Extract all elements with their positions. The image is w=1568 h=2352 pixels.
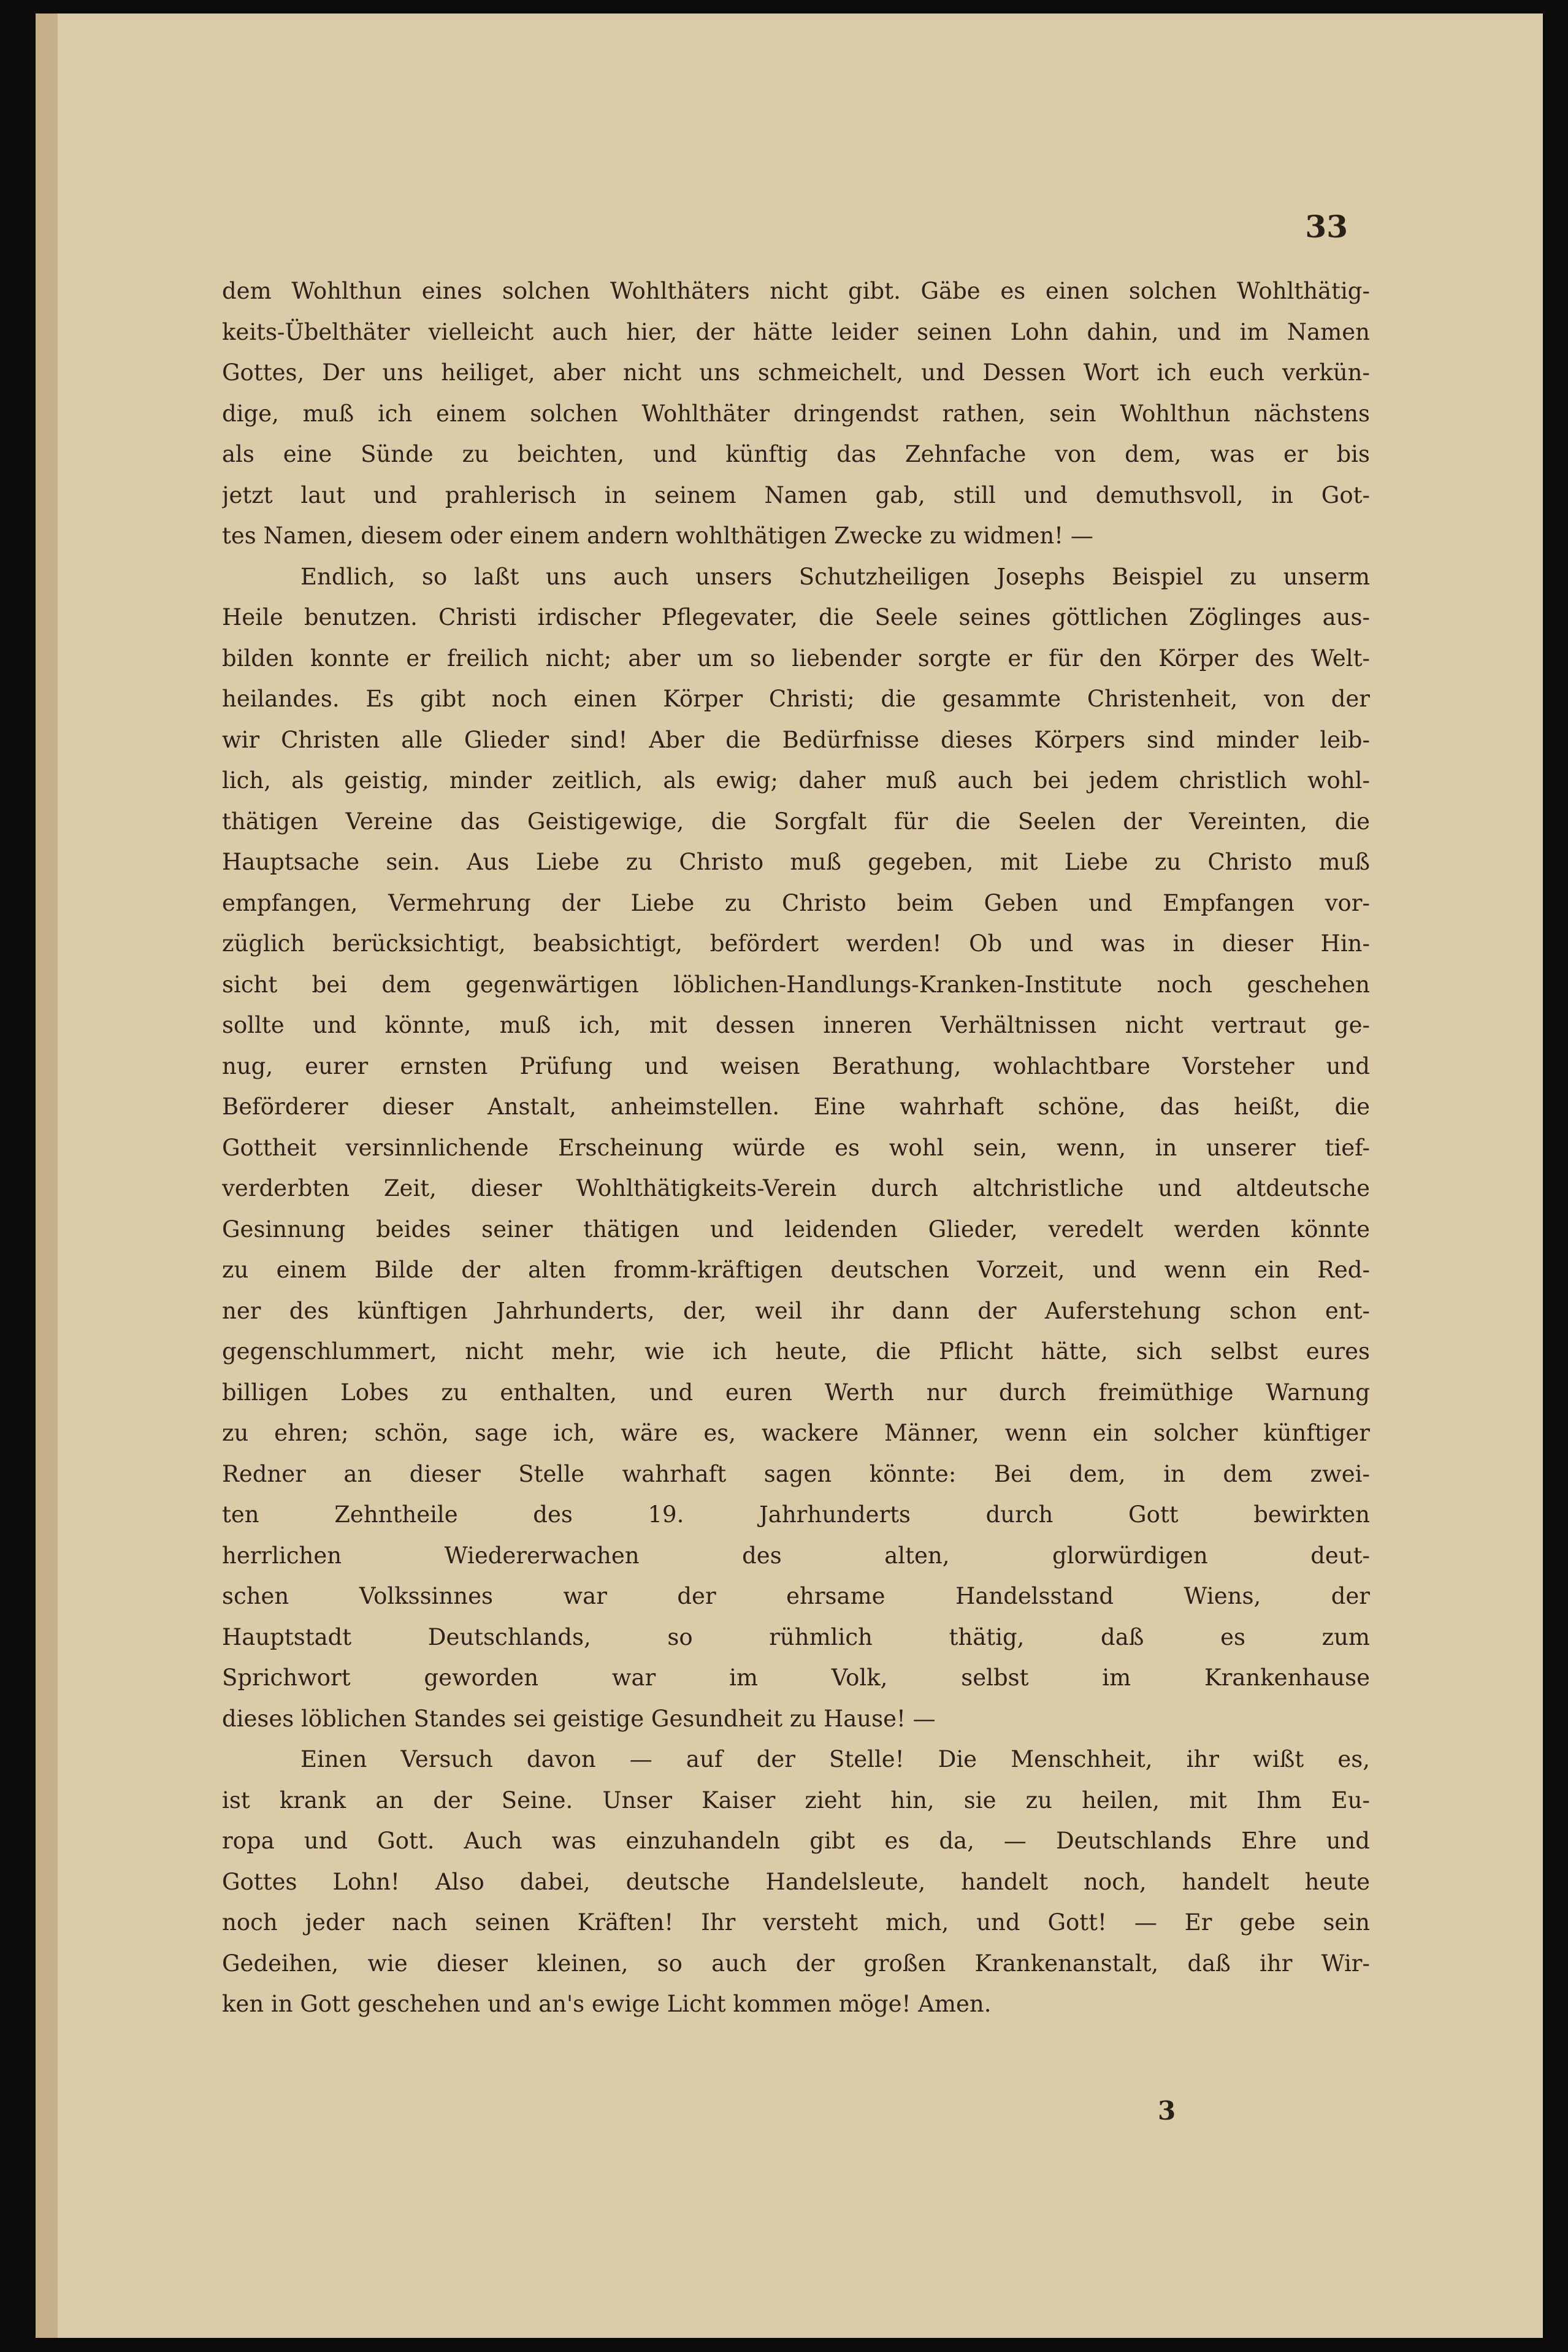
text-line: Gottheit versinnlichende Erscheinung würde es wohl sein, wenn, in unserer tief- <box>222 1134 1370 1161</box>
text-line: lich, als geistig, minder zeitlich, als ewig; daher muß auch bei jedem christlich wohl- <box>222 767 1370 794</box>
text-line: schen Volkssinnes war der ehrsame Handelsstand Wiens, der <box>222 1583 1370 1609</box>
text-line: thätigen Vereine das Geistigewige, die Sorgfalt für die Seelen der Vereinten, die <box>222 808 1370 835</box>
text-line: Sprichwort geworden war im Volk, selbst im Krankenhause <box>222 1664 1370 1691</box>
text-line: nug, eurer ernsten Prüfung und weisen Berathung, wohlachtbare Vorsteher und <box>222 1052 1370 1079</box>
page-gutter-shadow <box>36 13 58 2338</box>
text-line: dem Wohlthun eines solchen Wohlthäters nicht gibt. Gäbe es einen solchen Wohlthätig- <box>222 278 1370 304</box>
text-line: herrlichen Wiedererwachen des alten, glorwürdigen deut- <box>222 1542 1370 1569</box>
body-text <box>222 271 1370 2025</box>
text-line: ist krank an der Seine. Unser Kaiser zieht hin, sie zu heilen, mit Ihm Eu- <box>222 1787 1370 1814</box>
text-line: sicht bei dem gegenwärtigen löblichen-Handlungs-Kranken-Institute noch geschehen <box>222 971 1370 998</box>
text-line: billigen Lobes zu enthalten, und euren Werth nur durch freimüthige Warnung <box>222 1379 1370 1406</box>
text-line: Beförderer dieser Anstalt, anheimstellen. Eine wahrhaft schöne, das heißt, die <box>222 1094 1370 1120</box>
text-line: Heile benutzen. Christi irdischer Pflegevater, die Seele seines göttlichen Zöglinges aus- <box>222 604 1370 630</box>
text-line: ropa und Gott. Auch was einzuhandeln gibt es da, — Deutschlands Ehre und <box>222 1828 1370 1854</box>
text-line: Redner an dieser Stelle wahrhaft sagen könnte: Bei dem, in dem zwei- <box>222 1460 1370 1487</box>
text-line: Gesinnung beides seiner thätigen und leidenden Glieder, veredelt werden könnte <box>222 1216 1370 1243</box>
page-number: 33 <box>1305 209 1348 245</box>
text-line: sollte und könnte, muß ich, mit dessen inneren Verhältnissen nicht vertraut ge- <box>222 1012 1370 1038</box>
text-line: dige, muß ich einem solchen Wohlthäter dringendst rathen, sein Wohlthun nächstens <box>222 400 1370 427</box>
text-line: ner des künftigen Jahrhunderts, der, weil ihr dann der Auferstehung schon ent- <box>222 1297 1370 1324</box>
text-line: jetzt laut und prahlerisch in seinem Namen gab, still und demuthsvoll, in Got- <box>222 481 1370 508</box>
text-line: zu einem Bilde der alten fromm-kräftigen deutschen Vorzeit, und wenn ein Red- <box>222 1257 1370 1283</box>
text-line: Hauptstadt Deutschlands, so rühmlich thätig, daß es zum <box>222 1623 1370 1650</box>
text-line: gegenschlummert, nicht mehr, wie ich heute, die Pflicht hätte, sich selbst eures <box>222 1338 1370 1365</box>
signature-mark: 3 <box>1158 2096 1176 2126</box>
text-line: noch jeder nach seinen Kräften! Ihr versteht mich, und Gott! — Er gebe sein <box>222 1909 1370 1936</box>
text-line: Gottes Lohn! Also dabei, deutsche Handelsleute, handelt noch, handelt heute <box>222 1868 1370 1895</box>
text-line: heilandes. Es gibt noch einen Körper Christi; die gesammte Christenheit, von der <box>222 686 1370 712</box>
text-line: dieses löblichen Standes sei geistige Gesundheit zu Hause! — <box>222 1705 936 1732</box>
text-line: tes Namen, diesem oder einem andern wohlthätigen Zwecke zu widmen! — <box>222 523 1093 549</box>
text-line: bilden konnte er freilich nicht; aber um so liebender sorgte er für den Körper des Welt- <box>222 645 1370 672</box>
text-line: Hauptsache sein. Aus Liebe zu Christo muß gegeben, mit Liebe zu Christo muß <box>222 849 1370 875</box>
book-page <box>36 13 1543 2338</box>
text-line: empfangen, Vermehrung der Liebe zu Christo beim Geben und Empfangen vor- <box>222 889 1370 916</box>
text-line: zu ehren; schön, sage ich, wäre es, wackere Männer, wenn ein solcher künftiger <box>222 1420 1370 1446</box>
text-line: Gedeihen, wie dieser kleinen, so auch der großen Krankenanstalt, daß ihr Wir- <box>222 1950 1370 1977</box>
text-line: als eine Sünde zu beichten, und künftig das Zehnfache von dem, was er bis <box>222 441 1370 467</box>
text-line: ten Zehntheile des 19. Jahrhunderts durch Gott bewirkten <box>222 1501 1370 1528</box>
text-line: keits-Übelthäter vielleicht auch hier, der hätte leider seinen Lohn dahin, und im Namen <box>222 318 1370 345</box>
text-line: züglich berücksichtigt, beabsichtigt, befördert werden! Ob und was in dieser Hin- <box>222 930 1370 957</box>
text-line: Endlich, so laßt uns auch unsers Schutzheiligen Josephs Beispiel zu unserm <box>300 563 1370 590</box>
text-line: verderbten Zeit, dieser Wohlthätigkeits-Verein durch altchristliche und altdeutsche <box>222 1175 1370 1201</box>
text-line: Gottes, Der uns heiliget, aber nicht uns schmeichelt, und Dessen Wort ich euch verkün- <box>222 359 1370 386</box>
text-line: ken in Gott geschehen und an's ewige Licht kommen möge! Amen. <box>222 1991 992 2017</box>
text-line: wir Christen alle Glieder sind! Aber die Bedürfnisse dieses Körpers sind minder leib- <box>222 726 1370 753</box>
text-line: Einen Versuch davon — auf der Stelle! Die Menschheit, ihr wißt es, <box>300 1746 1370 1772</box>
